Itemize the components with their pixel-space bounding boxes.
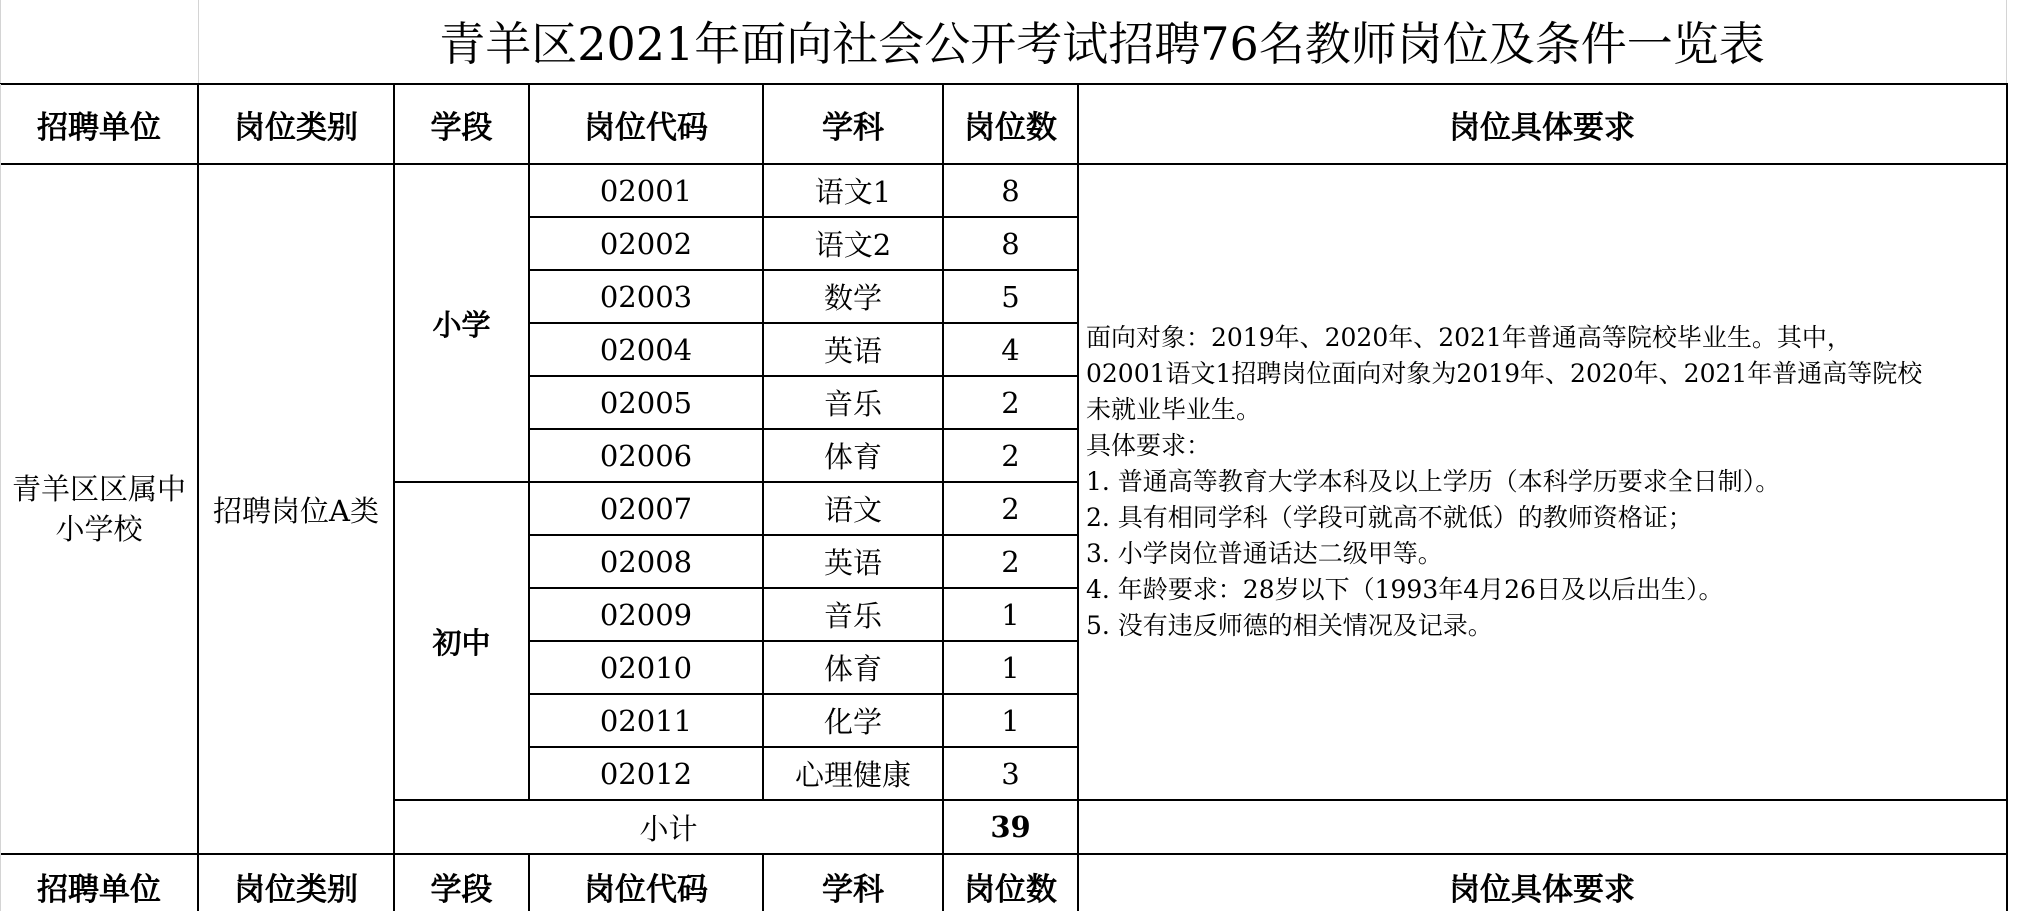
position-count: 2: [1001, 544, 1020, 579]
subject: 语文: [823, 493, 882, 527]
position-count: 2: [1001, 491, 1020, 526]
subject: 英语: [823, 546, 882, 580]
requirement-line: 4. 年龄要求：28岁以下（1993年4月26日及以后出生）。: [1086, 575, 1724, 604]
position-code: 02003: [599, 279, 693, 314]
table-border: [0, 163, 2008, 165]
requirement-line: 1. 普通高等教育大学本科及以上学历（本科学历要求全日制）。: [1086, 467, 1781, 496]
subject: 体育: [823, 440, 882, 474]
table-border: [197, 83, 199, 911]
gridline: [2006, 0, 2007, 84]
requirement-line: 未就业毕业生。: [1086, 395, 1262, 424]
header-code: 岗位代码: [584, 871, 708, 908]
subject: 体育: [823, 652, 882, 686]
header-subject: 学科: [822, 871, 884, 908]
position-count: 3: [1001, 756, 1020, 791]
table-border: [0, 83, 2008, 85]
subject: 语文1: [814, 175, 892, 209]
requirement-line: 面向对象：2019年、2020年、2021年普通高等院校毕业生。其中，: [1086, 323, 1852, 352]
table-border: [529, 587, 1078, 589]
position-count: 5: [1001, 279, 1020, 314]
table-border: [394, 799, 2008, 801]
header-stage: 学段: [430, 109, 493, 146]
gridline: [0, 84, 1, 911]
table-border: [529, 269, 1078, 271]
table-border: [529, 216, 1078, 218]
table-border: [529, 640, 1078, 642]
subject: 英语: [823, 334, 882, 368]
header-count: 岗位数: [964, 109, 1057, 146]
table-border: [528, 83, 530, 801]
table-border: [529, 746, 1078, 748]
position-code: 02007: [599, 491, 693, 526]
requirements-text: [1080, 164, 2006, 800]
table-border: [529, 428, 1078, 430]
position-count: 1: [1001, 650, 1020, 685]
position-count: 2: [1001, 385, 1020, 420]
subject: 音乐: [823, 599, 882, 633]
subject: 语文2: [814, 228, 892, 262]
position-code: 02001: [599, 173, 693, 208]
table-border: [2006, 83, 2008, 911]
table-border: [762, 83, 764, 801]
table-border: [1077, 83, 1079, 911]
subtotal-label: 小计: [639, 811, 698, 846]
position-code: 02008: [599, 544, 693, 579]
header-requirements: 岗位具体要求: [1449, 871, 1635, 908]
position-count: 2: [1001, 438, 1020, 473]
recruiting-unit: 青羊区区属中小学校: [11, 472, 186, 546]
position-count: 1: [1001, 703, 1020, 738]
header-unit: 招聘单位: [37, 871, 161, 908]
requirement-line: 5. 没有违反师德的相关情况及记录。: [1086, 611, 1493, 640]
requirement-line: 3. 小学岗位普通话达二级甲等。: [1086, 539, 1443, 568]
position-code: 02010: [599, 650, 693, 685]
requirement-line: 具体要求：: [1086, 431, 1212, 460]
subject: 心理健康: [794, 758, 911, 792]
subtotal-value: 39: [990, 810, 1031, 844]
position-code: 02012: [599, 756, 693, 791]
position-category: 招聘岗位A类: [213, 493, 379, 528]
table-border: [529, 375, 1078, 377]
position-count: 8: [1001, 173, 1020, 208]
position-code: 02004: [599, 332, 693, 367]
stage-junior: 初中: [432, 625, 491, 660]
gridline: [198, 0, 199, 84]
table-border: [0, 853, 2008, 855]
table-border: [528, 853, 530, 911]
position-code: 02005: [599, 385, 693, 420]
table-border: [529, 693, 1078, 695]
header-category: 岗位类别: [234, 871, 358, 908]
header-category: 岗位类别: [234, 109, 358, 146]
table-border: [762, 853, 764, 911]
table-border: [942, 83, 944, 911]
page-title: 青羊区2021年面向社会公开考试招聘76名教师岗位及条件一览表: [439, 17, 1765, 71]
stage-primary: 小学: [432, 307, 491, 342]
position-code: 02009: [599, 597, 693, 632]
header-count: 岗位数: [964, 871, 1057, 908]
table-border: [529, 322, 1078, 324]
gridline: [0, 0, 1, 84]
requirement-line: 02001语文1招聘岗位面向对象为2019年、2020年、2021年普通高等院校: [1086, 359, 1923, 388]
position-count: 1: [1001, 597, 1020, 632]
table-border: [394, 481, 1078, 483]
requirement-line: 2. 具有相同学科（学段可就高不就低）的教师资格证；: [1086, 503, 1693, 532]
header-subject: 学科: [822, 109, 884, 146]
position-count: 4: [1001, 332, 1020, 367]
position-code: 02011: [599, 703, 693, 738]
position-code: 02006: [599, 438, 693, 473]
position-code: 02002: [599, 226, 693, 261]
subject: 化学: [823, 705, 882, 739]
subject: 数学: [823, 281, 882, 315]
subject: 音乐: [823, 387, 882, 421]
header-stage: 学段: [430, 871, 493, 908]
position-count: 8: [1001, 226, 1020, 261]
table-border: [393, 83, 395, 911]
table-border: [529, 534, 1078, 536]
header-code: 岗位代码: [584, 109, 708, 146]
header-unit: 招聘单位: [37, 109, 161, 146]
header-requirements: 岗位具体要求: [1449, 109, 1635, 146]
